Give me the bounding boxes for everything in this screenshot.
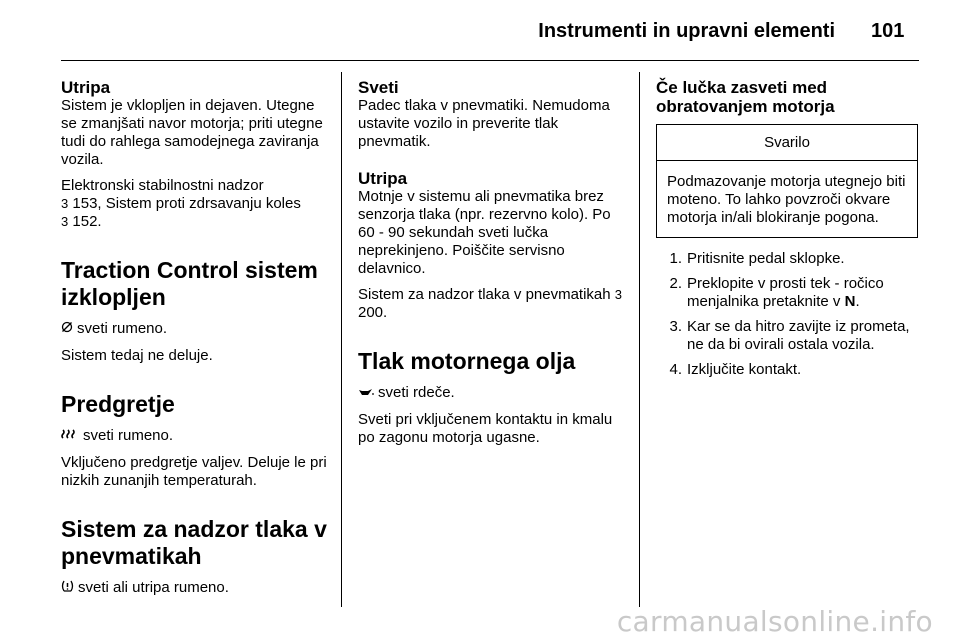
oil-heading: Tlak motornega olja xyxy=(358,348,576,374)
column-divider-2 xyxy=(639,72,640,607)
page-title: Instrumenti in upravni elementi xyxy=(538,20,835,42)
preheat-status-text: sveti rumeno. xyxy=(83,427,174,444)
warning-text: Podmazovanje motorja utegnejo biti moteno. To lahko povzroči okvare motorja in/ali blokiranje pogona. xyxy=(667,173,906,226)
tpms-heading: Sistem za nadzor tlaka v pnevmatikah xyxy=(61,516,327,569)
oil-status xyxy=(358,384,626,403)
tc-heading: Traction Control sistem izklopljen xyxy=(61,257,318,310)
warning-title: Svarilo xyxy=(657,125,917,161)
tpms-reference xyxy=(358,286,626,322)
tc-status xyxy=(61,320,329,339)
utripa-text: Sistem je vklopljen in dejaven. Utegne se zmanjšati navor motorja; priti utegne tudi do rahlega samodejnega zaviranja vozila. xyxy=(61,97,323,168)
preheat-status xyxy=(61,427,329,446)
reference-arrow-icon: 3 xyxy=(61,214,69,229)
column-2 xyxy=(358,78,626,455)
tpms-ref-text: Sistem za nadzor tlaka v pnevmatikah xyxy=(358,286,611,303)
list-item: 3. Kar se da hitro zavijte iz prometa, ne da bi ovirali ostala vozila. xyxy=(669,318,910,353)
utripa-text-2: Motnje v sistemu ali pnevmatika brez senzorja tlaka (npr. rezervno kolo). Po 60 - 90 sekundah sveti lučka neprekinjeno. Poiščite servisno delavnico. xyxy=(358,188,611,277)
glow-plug-icon xyxy=(61,428,79,446)
preheat-text: Vključeno predgretje valjev. Deluje le pri nizkih zunanjih temperaturah. xyxy=(61,454,327,489)
tyre-pressure-icon xyxy=(61,580,74,598)
list-item: 4. Izključite kontakt. xyxy=(669,361,802,378)
column-3 xyxy=(656,78,924,386)
sveti-text: Padec tlaka v pnevmatiki. Nemudoma ustavite vozilo in preverite tlak pnevmatik. xyxy=(358,97,610,150)
utripa-heading: Utripa xyxy=(61,78,111,97)
list-item: 1. Pritisnite pedal sklopke. xyxy=(669,250,845,267)
column-divider-1 xyxy=(341,72,342,607)
oil-can-icon xyxy=(358,385,374,403)
column-1 xyxy=(61,78,329,606)
page-number: 101 xyxy=(871,20,905,42)
steps-list xyxy=(656,250,924,379)
reference-arrow-icon: 3 xyxy=(614,287,623,302)
oil-text: Sveti pri vključenem kontaktu in kmalu po zagonu motorja ugasne. xyxy=(358,411,613,446)
esp-ref-line1: Elektronski stabilnostni nadzor xyxy=(61,177,264,194)
tpms-status-text: sveti ali utripa rumeno. xyxy=(78,579,229,596)
esp-reference xyxy=(61,177,329,231)
tpms-ref-page: 200. xyxy=(358,304,388,321)
list-item: 2. Preklopite v prosti tek - ročico menjalnika pretaknite v N. xyxy=(669,275,884,310)
engine-running-heading: Če lučka zasveti med obratovanjem motorja xyxy=(656,78,835,116)
tc-text: Sistem tedaj ne deluje. xyxy=(61,347,213,364)
watermark: carmanualsonline.info xyxy=(616,605,933,638)
header-divider xyxy=(61,60,919,61)
preheat-heading: Predgretje xyxy=(61,391,175,417)
tc-off-icon xyxy=(61,321,73,339)
utripa-heading-2: Utripa xyxy=(358,169,408,188)
oil-status-text: sveti rdeče. xyxy=(378,384,455,401)
tc-status-text: sveti rumeno. xyxy=(77,320,168,337)
tpms-status xyxy=(61,579,329,598)
warning-box xyxy=(656,124,918,238)
sveti-heading: Sveti xyxy=(358,78,399,97)
reference-arrow-icon: 3 xyxy=(61,196,69,211)
esp-ref-line3: 152. xyxy=(68,213,102,230)
esp-ref-line2: 153, Sistem proti zdrsavanju koles xyxy=(68,195,301,212)
